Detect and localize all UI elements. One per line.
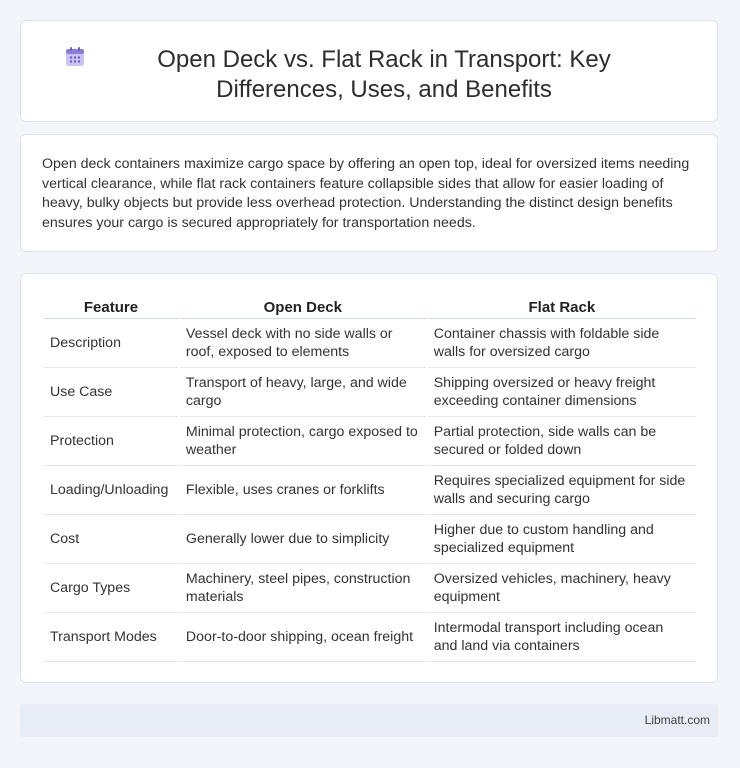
table-row xyxy=(44,613,696,662)
table-header-row xyxy=(44,296,696,319)
feature-cell: Transport Modes xyxy=(44,613,178,662)
feature-cell: Use Case xyxy=(44,368,178,417)
page-title: Open Deck vs. Flat Rack in Transport: Key Differences, Uses, and Benefits xyxy=(157,46,611,103)
open-deck-cell: Transport of heavy, large, and wide cargo xyxy=(180,368,426,417)
feature-cell: Protection xyxy=(44,417,178,466)
table-row xyxy=(44,466,696,515)
footer-bar xyxy=(20,704,718,737)
feature-cell: Description xyxy=(44,319,178,368)
feature-cell: Cargo Types xyxy=(44,564,178,613)
open-deck-cell: Flexible, uses cranes or forklifts xyxy=(180,466,426,515)
footer-brand-link[interactable]: Libmatt.com xyxy=(644,713,710,727)
flat-rack-cell: Container chassis with foldable side walls for oversized cargo xyxy=(428,319,696,368)
open-deck-cell: Minimal protection, cargo exposed to weather xyxy=(180,417,426,466)
comparison-card xyxy=(20,273,718,683)
flat-rack-cell: Higher due to custom handling and specialized equipment xyxy=(428,515,696,564)
comparison-table xyxy=(42,296,698,662)
flat-rack-cell: Intermodal transport including ocean and land via containers xyxy=(428,613,696,662)
table-row xyxy=(44,368,696,417)
table-row xyxy=(44,417,696,466)
flat-rack-cell: Requires specialized equipment for side walls and securing cargo xyxy=(428,466,696,515)
flat-rack-cell: Shipping oversized or heavy freight exceeding container dimensions xyxy=(428,368,696,417)
flat-rack-cell: Partial protection, side walls can be secured or folded down xyxy=(428,417,696,466)
open-deck-cell: Generally lower due to simplicity xyxy=(180,515,426,564)
table-row xyxy=(44,319,696,368)
table-row xyxy=(44,564,696,613)
column-header-feature: Feature xyxy=(44,296,178,319)
open-deck-cell: Door-to-door shipping, ocean freight xyxy=(180,613,426,662)
open-deck-cell: Vessel deck with no side walls or roof, exposed to elements xyxy=(180,319,426,368)
open-deck-cell: Machinery, steel pipes, construction materials xyxy=(180,564,426,613)
summary-card xyxy=(20,134,718,252)
title-card xyxy=(20,20,718,122)
summary-paragraph: Open deck containers maximize cargo space by offering an open top, ideal for oversized items needing vertical clearance, while flat rack containers feature collapsible sides that allow for easier loading of heavy, bulky objects but provide less overhead protection. Understanding the distinct design benefits ensures your cargo is secured appropriately for transportation needs. xyxy=(42,156,690,231)
feature-cell: Cost xyxy=(44,515,178,564)
table-row xyxy=(44,515,696,564)
feature-cell: Loading/Unloading xyxy=(44,466,178,515)
column-header-flat-rack: Flat Rack xyxy=(428,296,696,319)
column-header-open-deck: Open Deck xyxy=(180,296,426,319)
flat-rack-cell: Oversized vehicles, machinery, heavy equipment xyxy=(428,564,696,613)
